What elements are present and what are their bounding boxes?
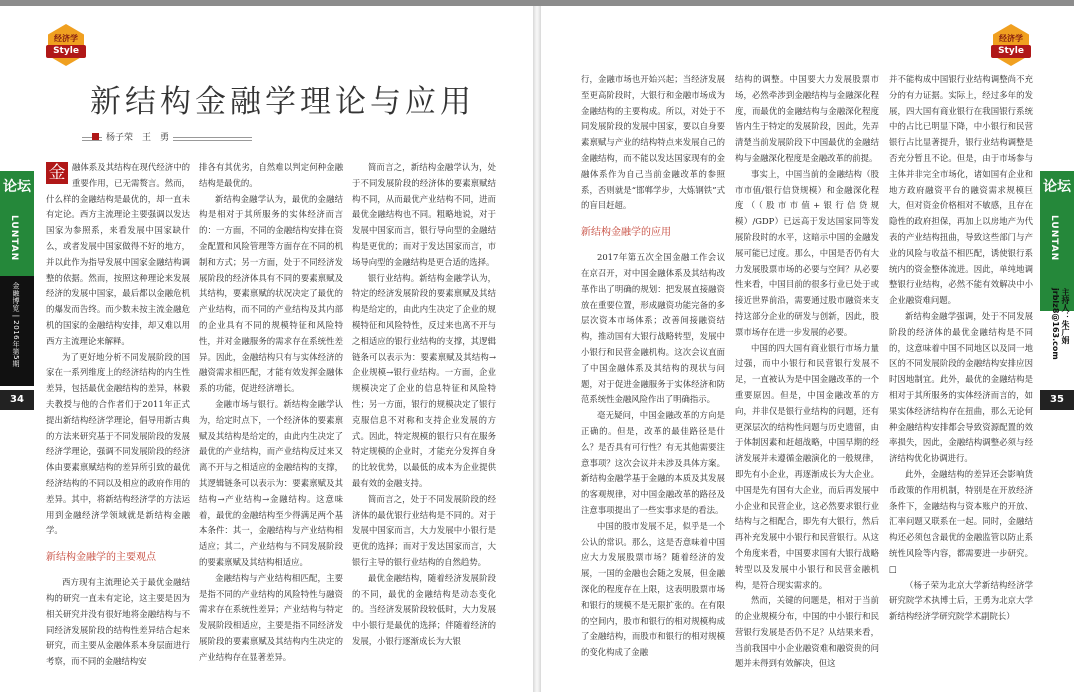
paragraph: 然而，关键的问题是，相对于当前的企业规模分布，中国的中小银行和民营银行发展是否仍不足？从结果来看，当前我国中小企业融资难和融资贵的问题并未得到有效解决，但这: [735, 595, 879, 669]
author-names: 杨子荣 王 勇: [102, 130, 173, 143]
intro-text: 融体系及其结构在现代经济中的重要作用，已无需赘言。然而，什么样的金融结构是最优的，却一直未有定论。西方主流理论主要强调以发达国家为参照系，来看发展中国家缺什么，或者发展中国家做得不好的地方，并以此作为指导发展中国家金融结构调整的依据。然而，按照这种理论来发展经济的发展中国家，最后都以金融危机的爆发而告终。而少数未按主流金融危机的国家的金融结构安排，却又难以用西方主流理论来解释。: [46, 162, 190, 346]
spine-text: 金融博览 | 2016年第5期: [12, 282, 20, 368]
paragraph: 事实上，中国当前的金融结构（股市市值/银行信贷规模）和金融深化程度（（股市市值+银行信贷规模）/GDP）已远高于发达国家同等发展阶段时的水平，这暗示中国的金融发展可能已过度。那么，中国是否仍有大力发展股票市场的必要与空间？从必要性来看，中国目前的很多行业已处于或接近世界前沿，需要通过股市融资来支持这部分企业的研发与创新，因此，股票市场存在进一步发展的必要。: [735, 168, 879, 337]
paragraph: 中国的四大国有商业银行市场力量过强，而中小银行和民营银行发展不足，一直被认为是中国金融改革的一个重要原因。但是，中国金融改革的方向，并非仅是银行业结构的问题，还有更深层次的结构性问题与历史遗留，由于体制因素和赶超战略，中国早期的经济发展并未遵循金融演化的一般规律，即先有小企业，再逐渐成长为大企业。中国是先有国有大企业，而后再发展中小企业和民营企业，这必然要求银行业结构与之相配合，即先有大银行，然后再补充发展中小银行和民营银行。从这个角度来看，中国要求国有大银行战略转型以及发展中小银行和民营金融机构，是符合现实需求的。: [735, 342, 879, 590]
paragraph: 此外，金融结构的差异还会影响货币政策的作用机制，特别是在开放经济条件下，金融结构与资本账户的开放、汇率问题又联系在一起。同时，金融结构还必须包含最优的金融监管以防止系统性风险等内容，都需要进一步研究。□: [889, 468, 1033, 574]
column-tab-en: LUNTAN: [1049, 215, 1059, 262]
left-page: [0, 6, 533, 692]
section-logo: [48, 24, 84, 66]
paragraph: [46, 160, 190, 350]
text-column-2: [199, 160, 343, 684]
paragraph: 毫无疑问，中国金融改革的方向是正确的。但是，改革的最佳路径是什么？是否具有可行性？有无其他需要注意事项？这次会议并未涉及具体方案。新结构金融学基于金融的本质及其发展的客观规律，对中国金融改革的路径及注意事项提出了一些实事求是的看法。: [581, 410, 725, 515]
paragraph: 银行业结构。新结构金融学认为，特定的经济发展阶段的要素禀赋及其结构是给定的，由此内生决定了企业的规模特征和风险特性，反过来也离不开与之相适应的银行业结构的支撑，其逻辑链条可以表示为：要素禀赋及其结构→企业规模→银行业结构。一方面，企业规模决定了企业的信息特征和风险特性；另一方面，银行的规模决定了银行克服信息不对称和支持企业发展的方式。因此，特定规模的银行只有在服务特定规模的企业时，才能充分发挥自身的比较优势，以最低的成本为企业提供最有效的金融支持。: [352, 272, 496, 488]
section-heading: 新结构金融学的主要观点: [46, 552, 156, 564]
host-text: 主持人：朱广娟 jrblz8@163.com: [1051, 288, 1070, 360]
paragraph: 新结构金融学认为，最优的金融结构是相对于其所服务的实体经济而言的：一方面，不同的金融结构安排在资金配置和风险管理等方面存在不同的机制和方式；另一方面，处于不同经济发展阶段的经济体具有不同的要素禀赋及其结构，要素禀赋的状况决定了最优的产业结构，而不同的产业结构及其内部的企业具有不同的规模特征和风险特性，并对金融服务的需求存在系统性差异。因此，金融结构只有与实体经济的融资需求相匹配，才能有效发挥金融体系的功能，促进经济增长。: [199, 193, 343, 394]
page-number-left: 34: [0, 390, 34, 410]
section-logo-en: Style: [46, 45, 86, 58]
paragraph: 西方现有主流理论关于最优金融结构的研究一直未有定论，这主要是因为相关研究并没有很好地将金融结构与不同经济发展阶段的结构性差异结合起来研究，而主要从金融体系本身层面进行考察，而不同的金融结构安: [46, 577, 190, 667]
text-column-5: [735, 72, 879, 686]
page-gutter: [533, 6, 541, 692]
text-column-4: [581, 72, 725, 686]
section-logo-cn: 经济学: [54, 34, 78, 43]
paragraph: 新结构金融学强调，处于不同发展阶段的经济体的最优金融结构是不同的，这意味着中国不同地区以及同一地区的不同发展阶段的金融结构安排应因时因地制宜。此外，最优的金融结构是相对于其所服务的实体经济而言的，如果实体经济结构存在扭曲，那么无论何种金融结构安排都会导致资源配置的效率损失，因此，金融结构调整必须与经济结构优化协调进行。: [889, 310, 1033, 464]
paragraph: 中国的股市发展不足，似乎是一个公认的常识。那么，这是否意味着中国应大力发展股票市场？随着经济的发展，一国的金融也会随之发展，但金融深化的程度存在上限，这表明股票市场和银行的规模不是无限扩张的。在有限的空间内，股市和银行的相对规模构成了金融结构，而股市和银行的相对规模的变化构成了金融: [581, 520, 725, 658]
section-logo-en: Style: [991, 45, 1031, 58]
article-title: 新结构金融学理论与应用: [90, 84, 475, 120]
paragraph: 并不能构成中国银行业结构调整尚不充分的有力证据。实际上，经过多年的发展，四大国有商业银行在我国银行系统中的占比已明显下降，中小银行和民营银行占比显著提升，银行业结构调整是否充分暂且不论。但是，由于市场参与主体并非完全市场化，诸如国有企业和地方政府融资平台的融资需求规模巨大，但对资金价格相对不敏感，且存在隐性的政府担保，再加上以房地产为代表的产业结构扭曲，导致这些部门与产业的风险与收益不相匹配，诱使银行系统内的资金整体流进。因此，单纯地调整银行业结构，必然不能有效解决中小企业融资难问题。: [889, 74, 1033, 306]
paragraph: 2017年第五次全国金融工作会议在京召开，对中国金融体系及其结构改革作出了明确的规划：把发展直接融资放在重要位置，形成融资功能完备的多层次资本市场体系；改善间接融资结构，推动国有大银行战略转型，发展中小银行和民营金融机构。这次会议直面了中国金融体系及其结构的现状与问题，对于促进金融服务于实体经济和防范系统性金融风险作出了明确指示。: [581, 252, 725, 405]
byline: [82, 132, 254, 144]
paragraph: 行，金融市场也开始兴起；当经济发展至更高阶段时，大银行和金融市场成为金融结构的主要构成。所以，对处于不同发展阶段的发展中国家，要以自身要素禀赋与产业的结构特点来发展自己的金融结构，而不能以发达国家现有的金融体系作为自己当前金融改革的参照系，否则就是“邯郸学步，大炼钢铁”式的盲目赶超。: [581, 74, 725, 211]
paragraph: 金融市场与银行。新结构金融学认为，给定时点下，一个经济体的要素禀赋及其结构是给定的，由此内生决定了最优的产业结构，而产业结构反过来又离不开与之相适应的金融结构的支撑，其逻辑链条可以表示为：要素禀赋及其结构→产业结构→金融结构。这意味着，最优的金融结构至少得满足两个基本条件：其一，金融结构与产业结构相适应；其二，产业结构与不同发展阶段的要素禀赋及其结构相适应。: [199, 398, 343, 567]
section-logo: [993, 24, 1029, 66]
paragraph: 结构的调整。中国要大力发展股票市场，必然牵涉到金融结构与金融深化程度，而最优的金融结构与金融深化程度皆内生于特定的发展阶段，因此，先弄清楚当前发展阶段下中国最优的金融结构与金融深化程度是金融改革的前提。: [735, 74, 879, 163]
author-note: （杨子荣为北京大学新结构经济学研究院学术执博士后，王勇为北京大学新结构经济学研究院学术副院长）: [889, 579, 1033, 622]
text-column-3: [352, 160, 496, 684]
paragraph: 排各有其优劣，自然难以判定何种金融结构是最优的。: [199, 162, 343, 188]
host-label: [1040, 288, 1074, 392]
right-page: [541, 6, 1074, 692]
paragraph: 为了更好地分析不同发展阶段的国家在一系列维度上的经济结构的内生性差异，包括最优金融结构的差异，林毅夫教授与他的合作者们于2011年正式提出新结构经济学理论，倡导用新古典的方法来研究基于不同发展阶段的发展经济学理论，强调不同发展阶段的经济体由要素禀赋结构的差异所引致的最优经济结构的不同以及相应的政府作用的差异。其中，将新结构经济学的方法运用到金融经济学领域就是新结构金融学。: [46, 351, 190, 536]
paragraph: 最优金融结构，随着经济发展阶段的不同，最优的金融结构是动态变化的。当经济发展阶段较低时，大力发展中小银行是最优的选择；伴随着经济的发展，小银行逐渐成长为大银: [352, 572, 496, 646]
page-number-right: 35: [1040, 390, 1074, 410]
column-tab-en: LUNTAN: [9, 215, 19, 262]
spine-label: [0, 276, 34, 386]
section-logo-cn: 经济学: [999, 34, 1023, 43]
text-column-1: [46, 160, 190, 684]
paragraph: 简而言之，新结构金融学认为，处于不同发展阶段的经济体的要素禀赋结构不同，从而最优产业结构不同，进而最优金融结构也不同。粗略地说，对于发展中国家而言，银行导向型的金融结构是更优的；而对于发达国家而言，市场导向型的金融结构是更合适的选择。: [352, 162, 496, 267]
byline-square-icon: [92, 133, 99, 140]
dropcap: 金: [46, 162, 68, 184]
paragraph: 简而言之，处于不同发展阶段的经济体的最优银行业结构是不同的。对于发展中国家而言，大力发展中小银行是更优的选择；而对于发达国家而言，大银行主导的银行业结构的自然趋势。: [352, 493, 496, 567]
paragraph: 金融结构与产业结构相匹配，主要是指不同的产业结构的风险特性与融资需求存在系统性差异；产业结构与特定发展阶段相适应，主要是指不同经济发展阶段的要素禀赋及其结构内生决定的产业结构存在显著差异。: [199, 572, 343, 662]
column-tab-cn: 论坛: [3, 179, 31, 195]
section-heading: 新结构金融学的应用: [581, 227, 671, 239]
column-tab-cn: 论坛: [1043, 179, 1071, 195]
text-column-6: [889, 72, 1033, 686]
